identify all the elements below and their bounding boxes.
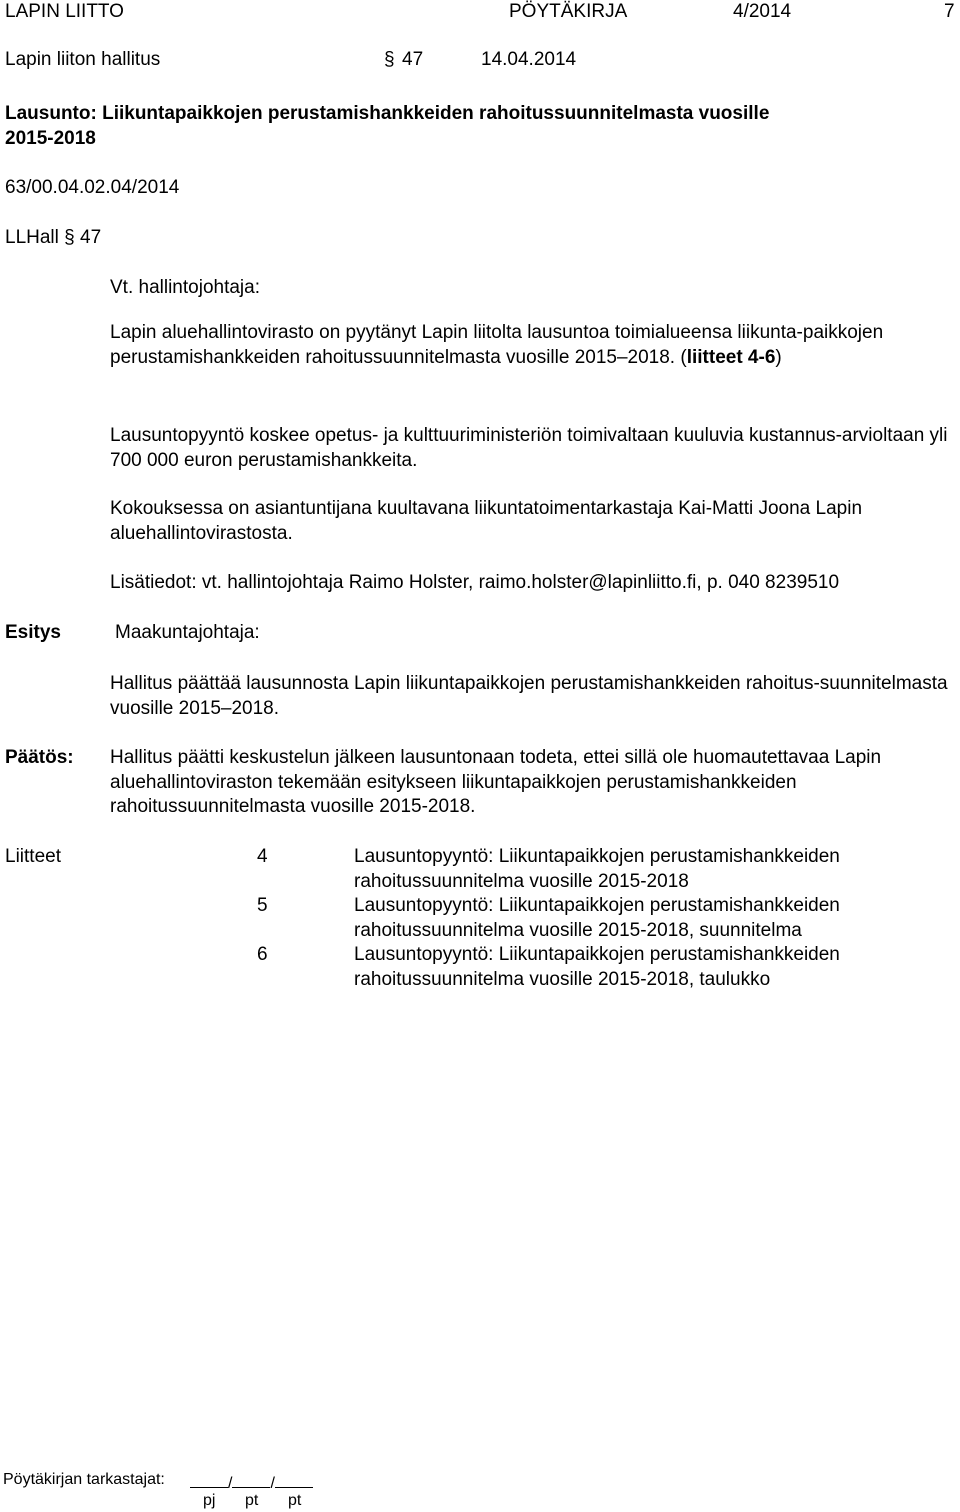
paragraph-request-text: Lapin aluehallintovirasto on pyytänyt Lapin liitolta lausuntoa toimialueensa liikunta-paikkojen perustamishankkeiden rahoitussuunnitelmasta vuosille 2015–2018. ( (110, 322, 884, 368)
proposer-label: Maakuntajohtaja: (115, 622, 260, 643)
page-number: 7 (944, 1, 955, 22)
section-reference-text: LLHall (5, 227, 59, 248)
attachment-number: 4 (257, 846, 268, 867)
paragraph-expert: Kokouksessa on asiantuntijana kuultavana liikuntatoimentarkastaja Kai-Matti Joona Lapin aluehallintovirastosta. (110, 498, 863, 544)
diary-number: 63/00.04.02.04/2014 (5, 177, 180, 198)
signature-separator: / (228, 1475, 233, 1492)
section-reference (5, 226, 101, 250)
section-mark: § (384, 49, 395, 70)
preparer-label: Vt. hallintojohtaja: (110, 277, 260, 298)
initials-checker-1: pt (245, 1492, 259, 1509)
attachments-label: Liitteet (5, 846, 61, 867)
proposal-label: Esitys (5, 622, 61, 643)
meeting-date: 14.04.2014 (481, 49, 577, 70)
attachment-item (354, 894, 954, 943)
title-line-2: 2015-2018 (5, 128, 96, 149)
section-reference-number: 47 (80, 227, 102, 248)
decision-text: Hallitus päätti keskustelun jälkeen lausuntonaan todeta, ettei sillä ole huomautettavaa Lapin aluehallintoviraston tekemään esitykseen liikuntapaikkojen perustamishankkeiden rahoitussuunnitelmasta vuosille 2015-2018. (110, 747, 882, 817)
initials-chair: pj (203, 1492, 216, 1509)
paragraph-scope: Lausuntopyyntö koskee opetus- ja kulttuuriministeriön toimivaltaan kuuluvia kustannus-arvioltaan yli 700 000 euron perustamishankkeita. (110, 425, 948, 471)
minutes-checkers-label: Pöytäkirjan tarkastajat: (3, 1471, 165, 1488)
signature-line-checker-2 (275, 1470, 313, 1488)
paragraph-request-end: ) (775, 346, 782, 368)
governing-body: Lapin liiton hallitus (5, 49, 161, 70)
attachment-line-1: Lausuntopyyntö: Liikuntapaikkojen perustamishankkeiden (354, 944, 840, 965)
signature-separator: / (270, 1475, 275, 1492)
attachment-line-1: Lausuntopyyntö: Liikuntapaikkojen perustamishankkeiden (354, 846, 840, 867)
paragraph-request (110, 321, 955, 370)
title-line-1: Lausunto: Liikuntapaikkojen perustamishankkeiden rahoitussuunnitelmasta vuosille (5, 103, 770, 124)
attachment-line-2: rahoitussuunnitelma vuosille 2015-2018, suunnitelma (354, 919, 802, 941)
attachment-line-1: Lausuntopyyntö: Liikuntapaikkojen perustamishankkeiden (354, 895, 840, 916)
attachment-number: 6 (257, 944, 268, 965)
attachment-number: 5 (257, 895, 268, 916)
attachment-line-2: rahoitussuunnitelma vuosille 2015-2018 (354, 870, 689, 892)
paragraph-contact: Lisätiedot: vt. hallintojohtaja Raimo Holster, raimo.holster@lapinliitto.fi, p. 040 8239510 (110, 572, 840, 593)
document-type: PÖYTÄKIRJA (509, 1, 628, 22)
initials-checker-2: pt (288, 1492, 302, 1509)
decision-label: Päätös: (5, 747, 74, 768)
attachment-item (354, 845, 954, 894)
section-reference-mark: § (64, 227, 75, 248)
attachments-reference: liitteet 4-6 (686, 346, 776, 368)
proposal-text: Hallitus päättää lausunnosta Lapin liikuntapaikkojen perustamishankkeiden rahoitus-suunnitelmasta vuosille 2015–2018. (110, 673, 948, 719)
org-name: LAPIN LIITTO (5, 1, 124, 22)
attachment-line-2: rahoitussuunnitelma vuosille 2015-2018, taulukko (354, 968, 771, 990)
section-number: 47 (402, 49, 424, 70)
document-number: 4/2014 (733, 1, 792, 22)
attachment-item (354, 943, 954, 992)
signature-line-chair (190, 1470, 228, 1488)
signature-line-checker-1 (232, 1470, 270, 1488)
